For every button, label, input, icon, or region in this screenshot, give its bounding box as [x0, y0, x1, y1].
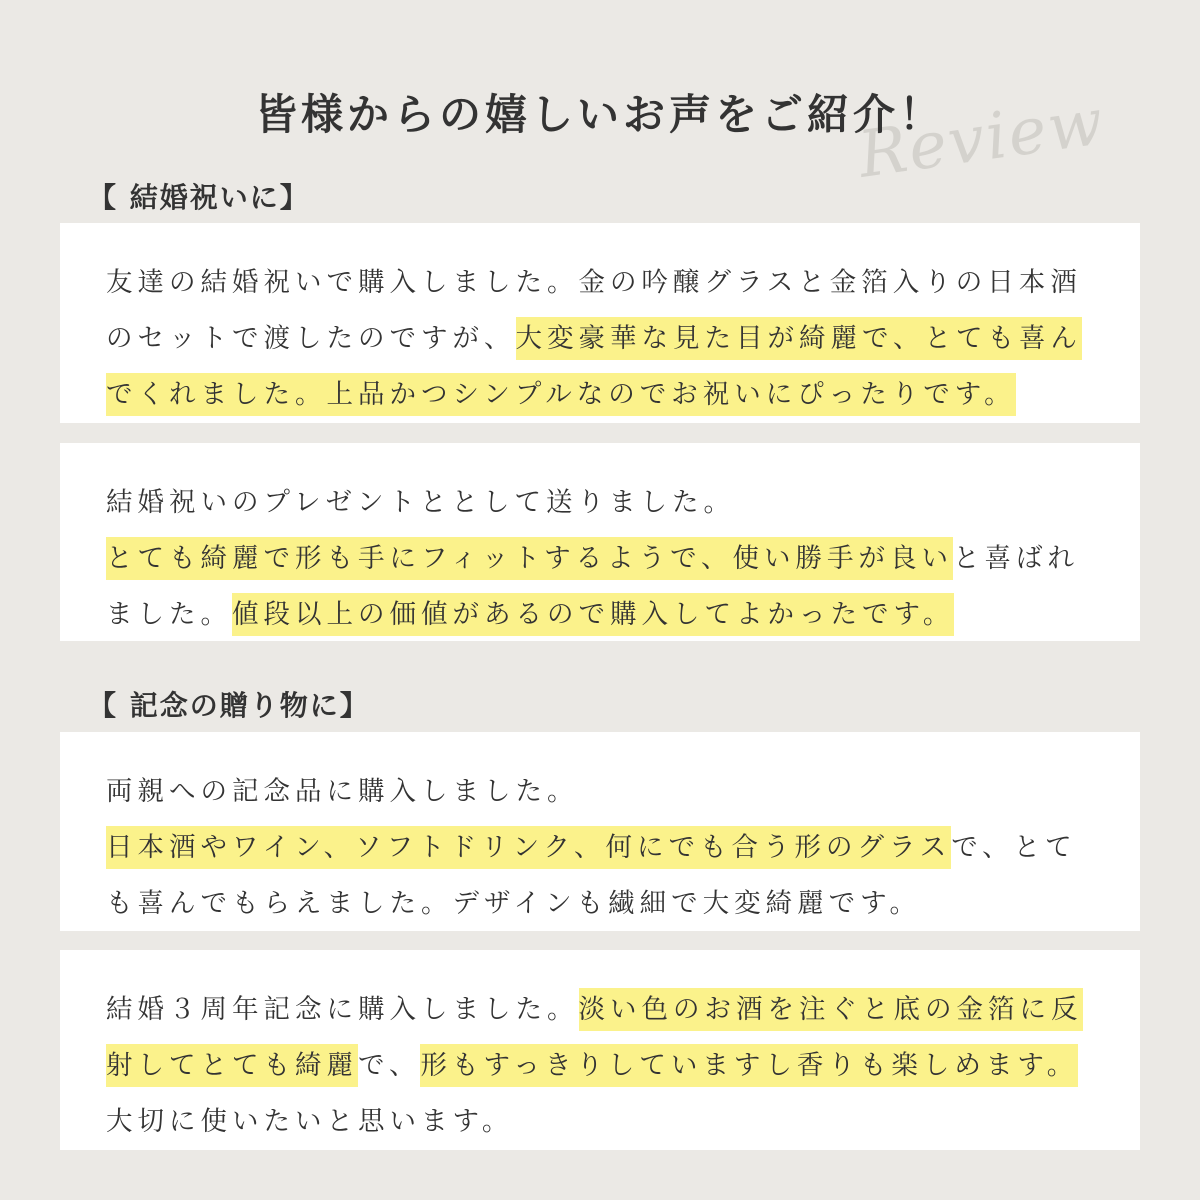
review-watermark: Review	[854, 85, 1110, 193]
review-text-segment: 結婚３周年記念に購入しました。	[106, 994, 579, 1025]
highlighted-text: 値段以上の価値があるので購入してよかったです。	[232, 593, 954, 636]
review-text	[106, 764, 1096, 932]
review-text-segment: 友達の結婚祝いで購入しました。金の吟醸グラスと金箔入りの日本酒のセットで渡したのですが、	[106, 267, 1082, 354]
review-text	[106, 475, 1096, 643]
highlighted-text: 淡い色のお酒を注ぐと底の金箔に反射してとても綺麗	[106, 988, 1083, 1087]
section-heading-wedding: 【 結婚祝いに】	[88, 181, 310, 214]
highlighted-text: とても綺麗で形も手にフィットするようで、使い勝手が良い	[106, 537, 953, 580]
review-text-segment: で、とても喜んでもらえました。デザインも繊細で大変綺麗です。	[106, 832, 1077, 919]
highlighted-text: 大変豪華な見た目が綺麗で、とても喜んでくれました。上品かつシンプルなのでお祝いにぴったりです。	[106, 317, 1082, 416]
page-title: 皆様からの嬉しいお声をご紹介！	[254, 90, 945, 139]
review-text	[106, 255, 1096, 423]
review-card	[60, 732, 1140, 931]
review-text-segment: 両親への記念品に購入しました。	[106, 776, 579, 807]
highlighted-text: 形もすっきりしていますし香りも楽しめます。	[420, 1044, 1078, 1087]
review-card	[60, 223, 1140, 423]
review-card	[60, 950, 1140, 1150]
review-text-segment: と喜ばれました。	[106, 543, 1080, 630]
review-text-segment: で、	[358, 1050, 421, 1081]
review-text-segment: 大切に使いたいと思います。	[106, 1106, 514, 1137]
review-card	[60, 443, 1140, 641]
highlighted-text: 日本酒やワイン、ソフトドリンク、何にでも合う形のグラス	[106, 826, 951, 869]
review-text-segment: 結婚祝いのプレゼントととして送りました。	[106, 487, 735, 518]
review-text	[106, 982, 1096, 1150]
section-heading-anniversary: 【 記念の贈り物に】	[88, 689, 370, 722]
